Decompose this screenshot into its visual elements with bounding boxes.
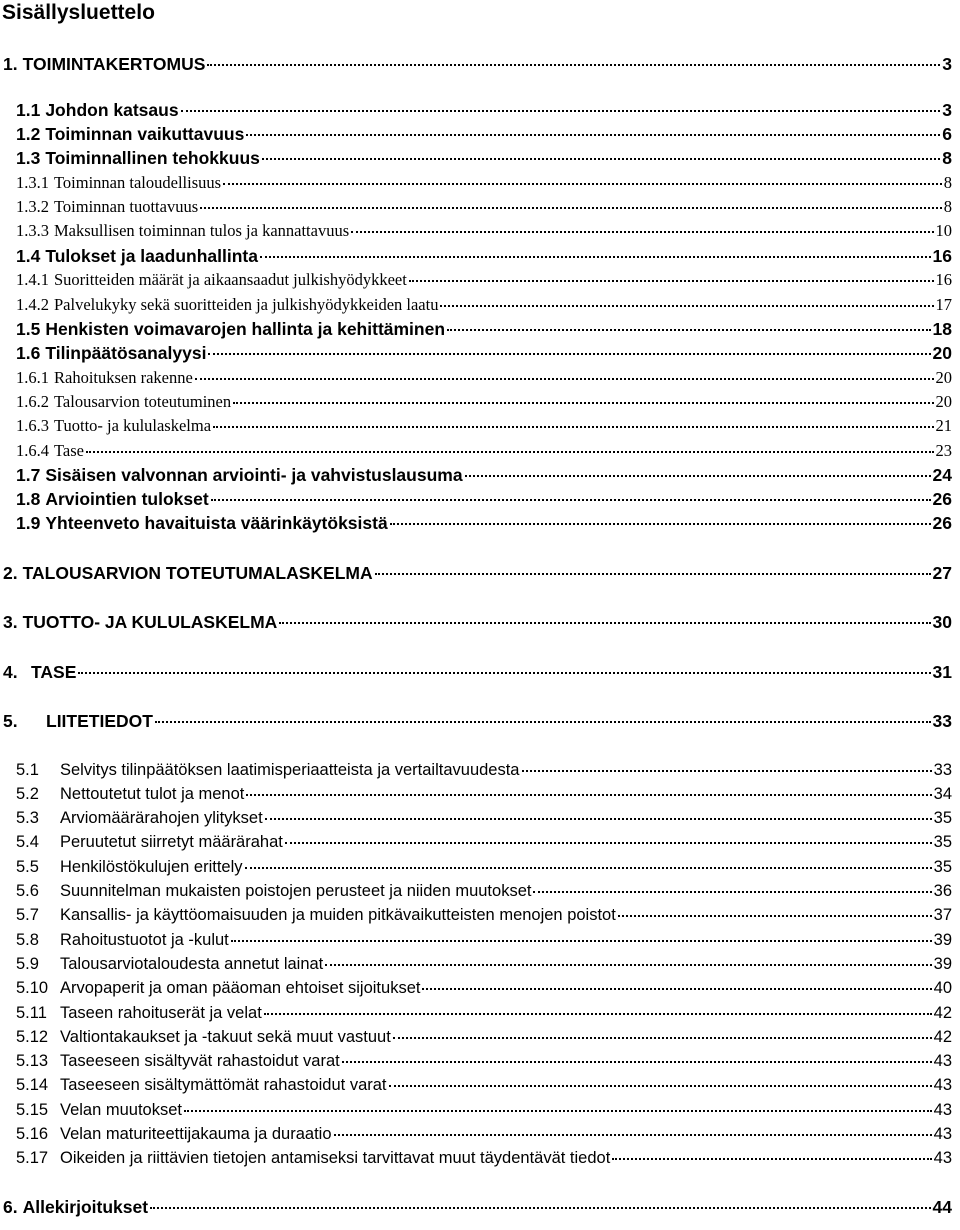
- toc-entry[interactable]: [16, 439, 952, 461]
- toc-entry-title: Velan maturiteettijakauma ja duraatio: [60, 1124, 332, 1143]
- toc-entry-number: 5.5: [16, 857, 39, 876]
- dot-leader: [522, 758, 932, 775]
- toc-entry-title: Toiminnan vaikuttavuus: [45, 123, 245, 144]
- toc-entry-number: 1.3.3: [16, 220, 49, 240]
- toc-entry[interactable]: [16, 122, 952, 145]
- toc-entry-page-number: 43: [933, 1100, 952, 1119]
- toc-entry-number: 1.6.2: [16, 391, 49, 411]
- toc-entry-title: Arviointien tulokset: [45, 488, 209, 509]
- dot-leader: [231, 928, 932, 945]
- toc-entry-number: 5.14: [16, 1075, 49, 1094]
- toc-entry-page-number: 40: [933, 978, 952, 997]
- toc-entry-number: 5.6: [16, 881, 39, 900]
- toc-entry[interactable]: [16, 219, 952, 241]
- toc-entry-title: LIITETIEDOT: [46, 710, 153, 731]
- toc-entry-title: Toiminnan taloudellisuus: [54, 172, 222, 192]
- toc-entry[interactable]: [16, 928, 952, 950]
- toc-entry[interactable]: [16, 879, 952, 901]
- toc-entry-page-number: 34: [933, 784, 952, 803]
- toc-entry-number: 1.2: [16, 123, 41, 144]
- toc-entry-number: 5.9: [16, 954, 39, 973]
- toc-entry-page-number: 8: [943, 172, 952, 192]
- toc-entry-number: 5.3: [16, 808, 39, 827]
- toc-entry-number: 5.15: [16, 1100, 49, 1119]
- toc-entry-number: 5.11: [16, 1003, 47, 1022]
- toc-entry[interactable]: [16, 1001, 952, 1023]
- toc-entry-title: Henkilöstökulujen erittely: [60, 857, 243, 876]
- toc-entry[interactable]: [16, 830, 952, 852]
- toc-entry-number: 1.8: [16, 488, 41, 509]
- toc-entry-page-number: 36: [933, 881, 952, 900]
- dot-leader: [213, 414, 933, 431]
- dot-leader: [260, 244, 931, 262]
- toc-entry-page-number: 26: [932, 488, 952, 509]
- toc-entry-page-number: 16: [935, 269, 952, 289]
- toc-entry-title: Velan muutokset: [60, 1100, 182, 1119]
- toc-entry-title: Suunnitelman mukaisten poistojen perusteet ja niiden muutokset: [60, 881, 532, 900]
- dot-leader: [612, 1146, 931, 1163]
- toc-entry[interactable]: [16, 806, 952, 828]
- toc-entry-page-number: 42: [933, 1027, 952, 1046]
- dot-leader: [150, 1195, 930, 1213]
- toc-entry[interactable]: [16, 1049, 952, 1071]
- toc-entry[interactable]: [16, 414, 952, 436]
- toc-entry-page-number: 33: [933, 760, 952, 779]
- toc-entry-number: 5.: [3, 710, 18, 731]
- toc-entry-title: Taseen rahoituserät ja velat: [60, 1003, 262, 1022]
- toc-entry-title: Yhteenveto havaituista väärinkäytöksistä: [45, 512, 388, 533]
- toc-entry-title: Toiminnallinen tehokkuus: [45, 147, 260, 168]
- toc-entry-number: 3.: [3, 611, 18, 632]
- toc-entry-title: Oikeiden ja riittävien tietojen antamiseksi tarvittavat muut täydentävät tiedot: [60, 1148, 611, 1167]
- toc-entry-number: 5.4: [16, 832, 39, 851]
- toc-entry[interactable]: [3, 561, 952, 584]
- toc-entry[interactable]: [16, 1073, 952, 1095]
- toc-entry[interactable]: [3, 709, 952, 732]
- dot-leader: [422, 976, 931, 993]
- dot-leader: [409, 268, 934, 285]
- toc-entry-page-number: 35: [933, 832, 952, 851]
- dot-leader: [245, 855, 932, 872]
- dot-leader: [265, 806, 932, 823]
- toc-entry-page-number: 20: [932, 342, 952, 363]
- toc-entry-title: Taseeseen sisältymättömät rahastoidut varat: [60, 1075, 387, 1094]
- dot-leader: [184, 1098, 932, 1115]
- toc-entry-title: Tase: [54, 440, 84, 460]
- toc-entry[interactable]: [16, 1122, 952, 1144]
- toc-entry-page-number: 35: [933, 857, 952, 876]
- toc-entry[interactable]: [16, 1098, 952, 1120]
- toc-entry-number: 5.8: [16, 930, 39, 949]
- dot-leader: [86, 439, 934, 456]
- toc-entry-page-number: 20: [935, 367, 952, 387]
- toc-entry-number: 5.13: [16, 1051, 49, 1070]
- dot-leader: [389, 1073, 932, 1090]
- toc-entry[interactable]: [16, 1146, 952, 1168]
- toc-entry-number: 6.: [3, 1196, 18, 1217]
- dot-leader: [246, 122, 940, 140]
- dot-leader: [351, 219, 933, 236]
- dot-leader: [195, 366, 934, 383]
- dot-leader: [325, 952, 931, 969]
- toc-entry-title: Suoritteiden määrät ja aikaansaadut julkishyödykkeet: [54, 269, 407, 289]
- toc-entry[interactable]: [16, 758, 952, 780]
- toc-entry-title: Selvitys tilinpäätöksen laatimisperiaatteista ja vertailtavuudesta: [60, 760, 520, 779]
- toc-entry-title: Talousarviotaloudesta annetut lainat: [60, 954, 324, 973]
- toc-entry[interactable]: [16, 855, 952, 877]
- toc-entry[interactable]: [16, 952, 952, 974]
- toc-entry-number: 1.6.4: [16, 440, 49, 460]
- toc-entry-title: Sisäisen valvonnan arviointi- ja vahvistuslausuma: [45, 464, 463, 485]
- toc-entry-page-number: 18: [932, 318, 952, 339]
- dot-leader: [155, 709, 931, 727]
- toc-entry-title: Tuotto- ja kululaskelma: [54, 415, 212, 435]
- toc-entry[interactable]: [16, 293, 952, 315]
- toc-entry[interactable]: [16, 341, 952, 364]
- page-title: Sisällysluettelo: [2, 1, 155, 24]
- dot-leader: [393, 1025, 932, 1042]
- toc-entry[interactable]: [16, 171, 952, 193]
- toc-entry-title: Valtiontakaukset ja -takuut sekä muut vastuut: [60, 1027, 391, 1046]
- toc-entry-title: Toiminnan tuottavuus: [54, 196, 199, 216]
- toc-entry[interactable]: [16, 390, 952, 412]
- dot-leader: [334, 1122, 932, 1139]
- toc-entry-title: Kansallis- ja käyttöomaisuuden ja muiden pitkävaikutteisten menojen poistot: [60, 905, 616, 924]
- toc-entry-page-number: 43: [933, 1148, 952, 1167]
- toc-entry-page-number: 30: [932, 611, 952, 632]
- toc-entry-page-number: 3: [942, 53, 952, 74]
- dot-leader: [233, 390, 933, 407]
- toc-entry-title: Palvelukyky sekä suoritteiden ja julkishyödykkeiden laatu: [54, 294, 439, 314]
- dot-leader: [342, 1049, 932, 1066]
- toc-entry[interactable]: [16, 146, 952, 169]
- toc-entry-title: Maksullisen toiminnan tulos ja kannattavuus: [54, 220, 350, 240]
- toc-entry-title: Rahoituksen rakenne: [54, 367, 193, 387]
- toc-entry-page-number: 43: [933, 1075, 952, 1094]
- toc-entry[interactable]: [16, 195, 952, 217]
- toc-entry-title: Allekirjoitukset: [22, 1196, 149, 1217]
- toc-entry-number: 1.6.1: [16, 367, 49, 387]
- toc-entry-number: 5.17: [16, 1148, 49, 1167]
- toc-entry-title: Taseeseen sisältyvät rahastoidut varat: [60, 1051, 340, 1070]
- toc-entry[interactable]: [16, 903, 952, 925]
- dot-leader: [246, 782, 931, 799]
- toc-entry-number: 1.6: [16, 342, 41, 363]
- dot-leader: [223, 171, 942, 188]
- toc-entry-number: 1.4.1: [16, 269, 49, 289]
- toc-entry-page-number: 44: [932, 1196, 952, 1217]
- toc-entry-number: 1.7: [16, 464, 41, 485]
- dot-leader: [440, 293, 933, 310]
- toc-entry-page-number: 8: [943, 196, 952, 216]
- toc-entry[interactable]: [3, 1195, 952, 1218]
- toc-entry[interactable]: [3, 610, 952, 633]
- dot-leader: [533, 879, 931, 896]
- toc-entry-page-number: 24: [932, 464, 952, 485]
- dot-leader: [618, 903, 932, 920]
- toc-entry-title: Peruutetut siirretyt määrärahat: [60, 832, 283, 851]
- toc-entry-page-number: 20: [935, 391, 952, 411]
- toc-entry-page-number: 35: [933, 808, 952, 827]
- toc-entry-page-number: 6: [942, 123, 952, 144]
- toc-entry-number: 1.4.2: [16, 294, 49, 314]
- dot-leader: [262, 146, 940, 164]
- toc-entry-number: 1.6.3: [16, 415, 49, 435]
- toc-entry[interactable]: [16, 366, 952, 388]
- toc-entry-title: TASE: [31, 661, 77, 682]
- toc-entry-page-number: 43: [933, 1124, 952, 1143]
- dot-leader: [264, 1001, 932, 1018]
- toc-entry-page-number: 42: [933, 1003, 952, 1022]
- toc-entry-number: 5.12: [16, 1027, 49, 1046]
- toc-entry-number: 4.: [3, 661, 18, 682]
- toc-entry[interactable]: [16, 1025, 952, 1047]
- toc-entry-page-number: 23: [935, 440, 952, 460]
- toc-entry-page-number: 10: [935, 220, 952, 240]
- dot-leader: [78, 660, 930, 678]
- dot-leader: [465, 463, 931, 481]
- toc-entry-number: 1.3: [16, 147, 41, 168]
- toc-entry-number: 2.: [3, 562, 18, 583]
- toc-entry-number: 1.: [3, 53, 18, 74]
- dot-leader: [375, 561, 931, 579]
- toc-entry[interactable]: [3, 660, 952, 683]
- toc-entry-page-number: 37: [933, 905, 952, 924]
- toc-entry-page-number: 8: [942, 147, 952, 168]
- dot-leader: [207, 52, 940, 70]
- toc-entry[interactable]: [16, 511, 952, 534]
- toc-entry-title: Henkisten voimavarojen hallinta ja kehittäminen: [45, 318, 446, 339]
- toc-entry[interactable]: [16, 98, 952, 121]
- toc-entry-page-number: 43: [933, 1051, 952, 1070]
- dot-leader: [390, 511, 931, 529]
- toc-entry-title: Tulokset ja laadunhallinta: [45, 245, 258, 266]
- dot-leader: [447, 317, 930, 335]
- toc-entry[interactable]: [3, 52, 952, 75]
- toc-entry-page-number: 21: [935, 415, 952, 435]
- dot-leader: [285, 830, 932, 847]
- toc-entry-number: 1.9: [16, 512, 41, 533]
- toc-entry-title: Arvopaperit ja oman pääoman ehtoiset sijoitukset: [60, 978, 421, 997]
- dot-leader: [181, 98, 941, 116]
- toc-entry-page-number: 33: [932, 710, 952, 731]
- toc-entry-title: Tilinpäätösanalyysi: [45, 342, 207, 363]
- toc-entry-page-number: 17: [935, 294, 952, 314]
- toc-entry-page-number: 16: [932, 245, 952, 266]
- dot-leader: [279, 610, 930, 628]
- toc-entry-number: 1.3.1: [16, 172, 49, 192]
- toc-entry[interactable]: [16, 487, 952, 510]
- toc-entry-number: 1.5: [16, 318, 41, 339]
- toc-entry-number: 1.3.2: [16, 196, 49, 216]
- toc-entry-number: 5.1: [16, 760, 39, 779]
- toc-entry-page-number: 26: [932, 512, 952, 533]
- toc-entry-page-number: 39: [933, 954, 952, 973]
- toc-entry[interactable]: [16, 268, 952, 290]
- toc-entry-page-number: 31: [932, 661, 952, 682]
- toc-entry-number: 5.2: [16, 784, 39, 803]
- toc-entry-title: TUOTTO- JA KULULASKELMA: [22, 611, 278, 632]
- toc-entry-page-number: 3: [942, 99, 952, 120]
- toc-entry-number: 5.10: [16, 978, 49, 997]
- toc-entry-number: 5.7: [16, 905, 39, 924]
- toc-entry[interactable]: [16, 782, 952, 804]
- toc-entry-number: 1.4: [16, 245, 41, 266]
- dot-leader: [208, 341, 930, 359]
- toc-entry-title: TALOUSARVION TOTEUTUMALASKELMA: [22, 562, 373, 583]
- toc-entry-title: Johdon katsaus: [45, 99, 179, 120]
- toc-entry[interactable]: [16, 317, 952, 340]
- toc-entry-number: 1.1: [16, 99, 41, 120]
- toc-entry[interactable]: [16, 976, 952, 998]
- toc-entry-title: Talousarvion toteutuminen: [54, 391, 232, 411]
- dot-leader: [211, 487, 931, 505]
- toc-entry[interactable]: [16, 244, 952, 267]
- toc-entry[interactable]: [16, 463, 952, 486]
- toc-entry-number: 5.16: [16, 1124, 49, 1143]
- toc-entry-title: Rahoitustuotot ja -kulut: [60, 930, 229, 949]
- toc-entry-page-number: 27: [932, 562, 952, 583]
- dot-leader: [200, 195, 942, 212]
- toc-entry-page-number: 39: [933, 930, 952, 949]
- toc-entry-title: Nettoutetut tulot ja menot: [60, 784, 245, 803]
- toc-entry-title: Arviomäärärahojen ylitykset: [60, 808, 263, 827]
- toc-entry-title: TOIMINTAKERTOMUS: [22, 53, 206, 74]
